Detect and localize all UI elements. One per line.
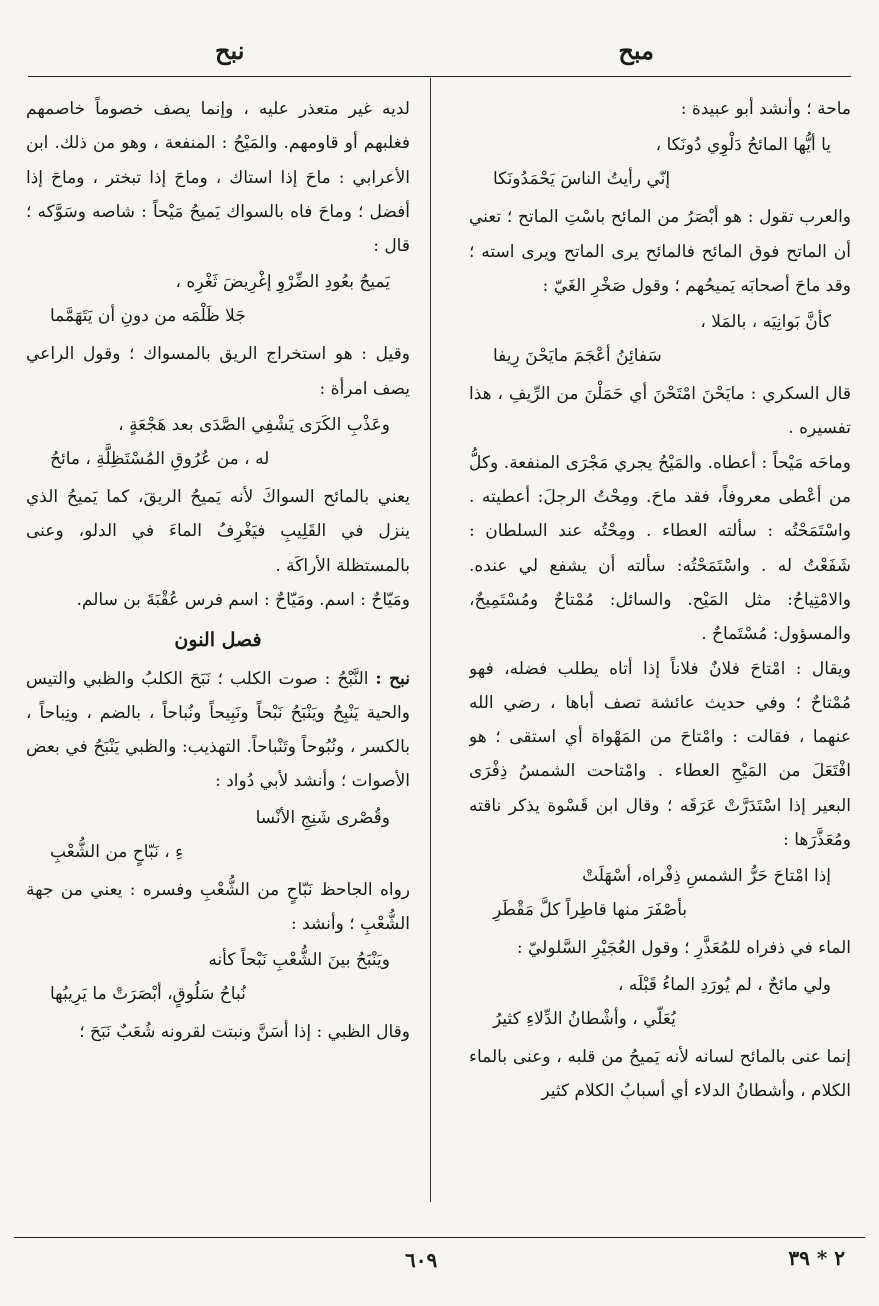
verse-line: ولي مائحٌ ، لم يُورَدِ الماءُ قَبْلَه ،	[617, 974, 831, 995]
paragraph-text: وماحَه مَيْحاً : أعطاه. والمَيْحُ يجري مَجْرَى المنفعة. وكلُّ من أعْطى معروفاً، فقد ماحَ. ومِحْتُ الرجلَ: أعطيته . واسْتَمَحْتُه : سألته العطاء . ومِحْتُه عند السلطان : شَفَعْتُ له . واسْتَمَحْتُه: سألته أن يشفع لي عنده. والامْتِياحُ: مثل المَيْح. والسائل: مُمْتاحٌ ومُسْتَمِيحٌ، والمسؤول: مُسْتَماحٌ .	[469, 452, 851, 645]
paragraph-text: إنما عنى بالمائح لسانه لأنه يَميحُ من قلبه ، وعنى بالماء الكلام ، وأشطانُ الدلاء أي أسبابُ الكلام كثير	[469, 1046, 851, 1101]
signature-mark: ٢ * ٣٩	[788, 1246, 845, 1270]
verse-line: وقُصْرى شَنِجِ الأنْسا	[255, 807, 390, 828]
verse	[26, 408, 410, 476]
paragraph	[26, 1015, 410, 1049]
paragraph	[26, 480, 410, 583]
left-column	[26, 92, 410, 1204]
paragraph	[469, 931, 851, 965]
paragraph-text: الماء في ذفراه للمُعَذَّرِ ؛ وقول العُجَيْرِ السَّلوليّ :	[516, 938, 851, 959]
right-column	[469, 92, 851, 1204]
verse-line: إذا امْتاحَ حَرُّ الشمسِ ذِفْراه، أسْهَلَتْ	[582, 866, 831, 887]
paragraph	[469, 377, 851, 446]
verse-line: كأنَّ بَوانِيَه ، بالمَلا ،	[700, 312, 831, 333]
paragraph-text: وقال الظبي : إذا أسَنَّ ونبتت لقرونه شُعَبٌ نَبَحَ ؛	[79, 1022, 410, 1043]
verse	[469, 305, 851, 373]
paragraph-text: ويقال : امْتاحَ فلانٌ فلاناً إذا أتاه يطلب فضله، فهو مُمْتاحٌ ؛ وفي حديث عائشة تصف أباها ، رضي الله عنهما ، فقالت : وامْتاحَ من المَهْواة أي استقى ؛ هو افْتَعَلَ من المَيْحِ العطاء . وامْتاحت الشمسُ ذِفْرَى البعير إذا اسْتَدَرَّتْ عَرَقَه ؛ وقال ابن قَسْوة يذكر ناقته ومُعَذَّرَها :	[469, 658, 851, 851]
bottom-rule	[14, 1237, 865, 1238]
paragraph	[26, 873, 410, 942]
paragraph-text: وقيل : هو استخراج الريق بالمسواك ؛ وقول الراعي يصف امرأة :	[26, 344, 410, 399]
verse	[26, 265, 410, 333]
paragraph-text: قال السكري : مايَحْنَ امْتَحْنَ أي حَمَلْنَ من الرِّيفِ ، هذا تفسيره .	[469, 384, 851, 439]
verse	[26, 801, 410, 869]
paragraph-text: ومَيّاحٌ : اسم. ومَيّاحٌ : اسم فرس عُقْبَةَ بن سالم.	[76, 589, 410, 610]
verse-line: ءِ ، نَبّاحٍ من الشُّعْبِ	[50, 841, 184, 862]
verse-line: سَفائِنُ أعْجَمَ مايَحْنَ رِيفا	[493, 346, 662, 367]
paragraph-text: رواه الجاحظ نَبّاحٍ من الشُّعْبِ وفسره : يعني من جهة الشُّعْبِ ؛ وأنشد :	[26, 879, 410, 935]
paragraph-text: يعني بالمائح السواكَ لأنه يَميحُ الريقَ، كما يَميحُ الذي ينزل في القَلِيبِ فيَغْرِفُ الماءَ في الدلو، وعنى بالمستظلة الأراكَة .	[26, 487, 410, 576]
verse-line: إنّي رأيتُ الناسَ يَحْمَدُونَكا	[493, 169, 671, 190]
paragraph-text: والعرب تقول : هو أبْصَرُ من المائح باسْتِ الماتح ؛ تعني أن الماتح فوق المائح فالمائح يرى الماتح ويرى استه ؛ وقد ماحَ أصحابَه يَميحُهم ؛ وقول صَخْرِ الغَيّ :	[469, 207, 851, 296]
verse-line: جَلا ظَلْمَه من دونِ أن يَتَهَمَّما	[50, 306, 246, 327]
verse	[469, 968, 851, 1036]
paragraph	[469, 1040, 851, 1109]
verse	[469, 859, 851, 927]
verse-line: يا أيُّها المائحُ دَلْوِي دُونَكا ،	[655, 135, 831, 156]
header-left-word: نبح	[215, 36, 245, 65]
paragraph-text: ماحة ؛ وأنشد أبو عبيدة :	[680, 99, 851, 119]
verse	[26, 943, 410, 1011]
verse	[469, 128, 851, 196]
verse-line: وعَذْبِ الكَرَى يَشْفِي الصَّدَى بعد هَجْعَةٍ ،	[118, 415, 390, 436]
verse-line: له ، من عُرُوقِ المُسْتَظِلَّةِ ، مائحُ	[50, 449, 270, 470]
headword: نبح :	[375, 668, 410, 689]
paragraph	[26, 337, 410, 406]
paragraph	[26, 92, 410, 263]
verse-line: نُباحُ سَلُوقٍ، أبْصَرَتْ ما يَرِيبُها	[50, 984, 246, 1005]
paragraph	[469, 446, 851, 652]
column-divider	[430, 78, 431, 1202]
paragraph	[469, 200, 851, 303]
page-number: ٦٠٩	[405, 1248, 438, 1272]
verse-line: يَميحُ بعُودِ الضِّرْوِ إغْرِيضَ ثَغْرِه ،	[175, 272, 390, 293]
verse-line: يُعَلّي ، وأشْطانُ الدِّلاءِ كثيرُ	[493, 1008, 676, 1029]
paragraph-text: لديه غير متعذر عليه ، وإنما يصف خصوماً خاصمهم فغلبهم أو قاومهم. والمَيْحُ : المنفعة ، وهو من ذلك. ابن الأعرابي : ماحَ إذا استاك ، وماحَ إذا تبختر ، وماحَ إذا أفضل ؛ وماحَ فاه بالسواك يَميحُ مَيْحاً : شاصه وسَوَّكه ؛ قال :	[26, 99, 410, 257]
section-heading: فصل النون	[174, 629, 262, 652]
top-rule	[28, 76, 851, 77]
verse-line: ويَنْبَحُ بينَ الشُّعْبِ نَبْحاً كأنه	[208, 950, 390, 971]
paragraph-text: النَّبْحُ : صوت الكلب ؛ نَبَحَ الكلبُ والظبي والتيس والحية يَنْبِحُ ويَنْبَحُ نَبْحاً ونَبِيحاً ونُباحاً ، بالضم ، ونِباحاً ، بالكسر ، ونُبُوحاً وتَنْباحاً. التهذيب: والظبي يَنْبَحُ في بعض الأصوات ؛ وأنشد لأبي دُواد :	[26, 668, 410, 792]
paragraph	[469, 92, 851, 126]
paragraph	[26, 662, 410, 799]
header-right-word: مبح	[618, 36, 654, 65]
verse-line: بأصْفَرَ منها قاطِراً كلَّ مَقْطَرِ	[493, 900, 688, 921]
paragraph	[26, 583, 410, 617]
paragraph	[469, 652, 851, 858]
